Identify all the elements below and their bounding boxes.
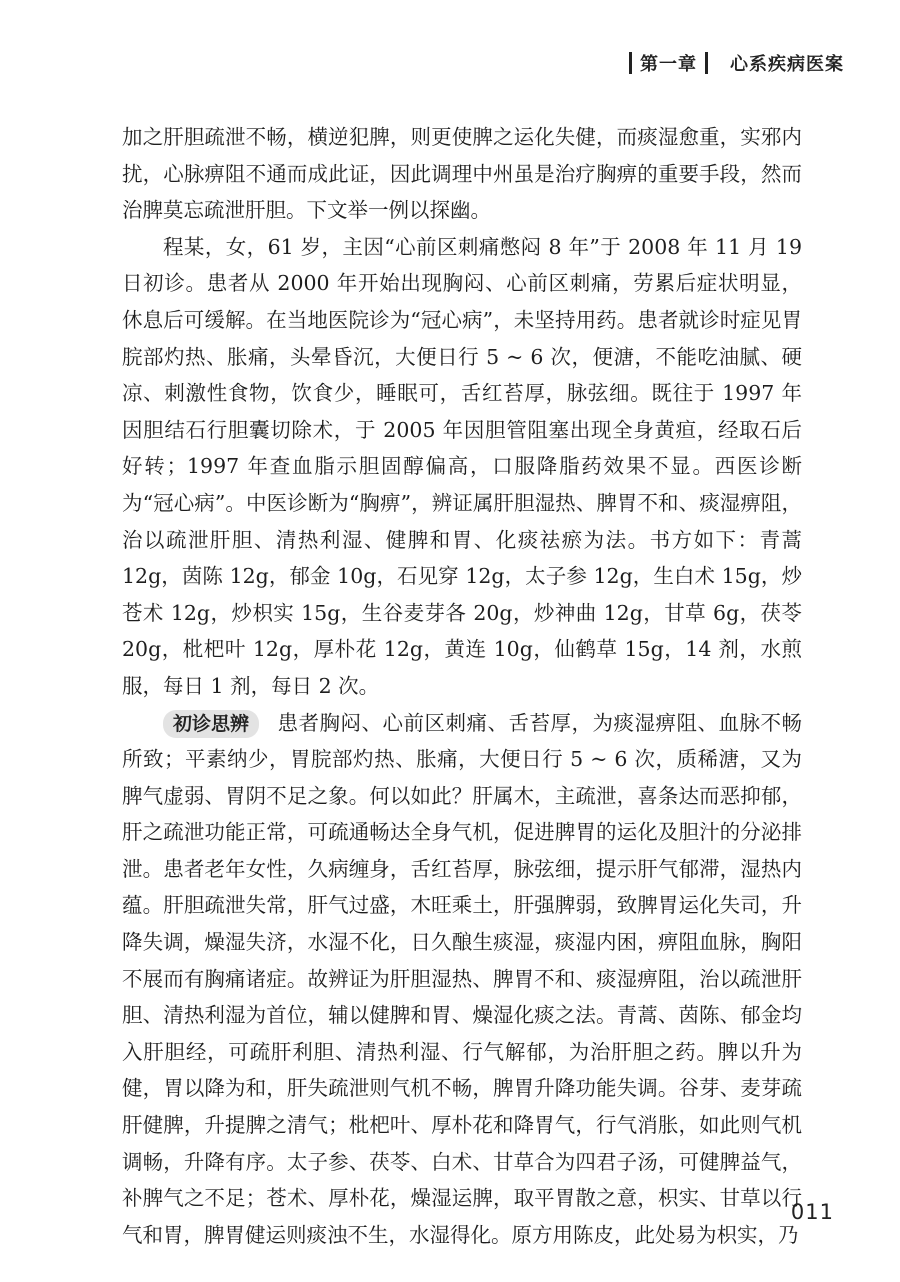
chapter-title: 心系疾病医案 — [730, 54, 844, 75]
paragraph-analysis — [122, 705, 802, 1254]
paragraph-case-record: 程某，女，61 岁，主因“心前区刺痛憋闷 8 年”于 2008 年 11 月 19 日初诊。患者从 2000 年开始出现胸闷、心前区刺痛，劳累后症状明显，休息后可缓解。在当地医院诊为“冠心病”，未坚持用药。患者就诊时症见胃脘部灼热、胀痛，头晕昏沉，大便日行 5 ~ 6 次，便溏，不能吃油腻、硬凉、刺激性食物，饮食少，睡眠可，舌红苔厚，脉弦细。既往于 1997 年因胆结石行胆囊切除术，于 2005 年因胆管阻塞出现全身黄疸，经取石后好转；1997 年查血脂示胆固醇偏高，口服降脂药效果不显。西医诊断为“冠心病”。中医诊断为“胸痹”，辨证属肝胆湿热、脾胃不和、痰湿痹阻，治以疏泄肝胆、清热利湿、健脾和胃、化痰祛瘀为法。书方如下：青蒿 12g，茵陈 12g，郁金 10g，石见穿 12g，太子参 12g，生白术 15g，炒苍术 12g，炒枳实 15g，生谷麦芽各 20g，炒神曲 12g，甘草 6g，茯苓 20g，枇杷叶 12g，厚朴花 12g，黄连 10g，仙鹤草 15g，14 剂，水煎服，每日 1 剂，每日 2 次。 — [122, 234, 802, 698]
header-divider-left — [629, 52, 632, 74]
header-divider-right — [705, 52, 708, 74]
paragraph-continuation: 加之肝胆疏泄不畅，横逆犯脾，则更使脾之运化失健，而痰湿愈重，实邪内扰，心脉痹阻不通而成此证，因此调理中州虽是治疗胸痹的重要手段，然而治脾莫忘疏泄肝胆。下文举一例以探幽。 — [122, 125, 802, 223]
section-tag: 初诊思辨 — [163, 710, 259, 738]
running-header — [621, 50, 844, 76]
chapter-label: 第一章 — [640, 54, 697, 75]
page-number: 011 — [790, 1200, 834, 1224]
body-text — [122, 119, 802, 1253]
analysis-text: 患者胸闷、心前区刺痛、舌苔厚，为痰湿痹阻、血脉不畅所致；平素纳少，胃脘部灼热、胀痛，大便日行 5 ~ 6 次，质稀溏，又为脾气虚弱、胃阴不足之象。何以如此？肝属木，主疏泄，喜条达而恶抑郁，肝之疏泄功能正常，可疏通畅达全身气机，促进脾胃的运化及胆汁的分泌排泄。患者老年女性，久病缠身，舌红苔厚，脉弦细，提示肝气郁滞，湿热内蕴。肝胆疏泄失常，肝气过盛，木旺乘土，肝强脾弱，致脾胃运化失司，升降失调，燥湿失济，水湿不化，日久酿生痰湿，痰湿内困，痹阻血脉，胸阳不展而有胸痛诸症。故辨证为肝胆湿热、脾胃不和、痰湿痹阻，治以疏泄肝胆、清热利湿为首位，辅以健脾和胃、燥湿化痰之法。青蒿、茵陈、郁金均入肝胆经，可疏肝利胆、清热利湿、行气解郁，为治肝胆之药。脾以升为健，胃以降为和，肝失疏泄则气机不畅，脾胃升降功能失调。谷芽、麦芽疏肝健脾，升提脾之清气；枇杷叶、厚朴花和降胃气，行气消胀，如此则气机调畅，升降有序。太子参、茯苓、白术、甘草合为四君子汤，可健脾益气，补脾气之不足；苍术、厚朴花，燥湿运脾，取平胃散之意，枳实、甘草以行气和胃，脾胃健运则痰浊不生，水湿得化。原方用陈皮，此处易为枳实，乃 — [122, 710, 802, 1247]
